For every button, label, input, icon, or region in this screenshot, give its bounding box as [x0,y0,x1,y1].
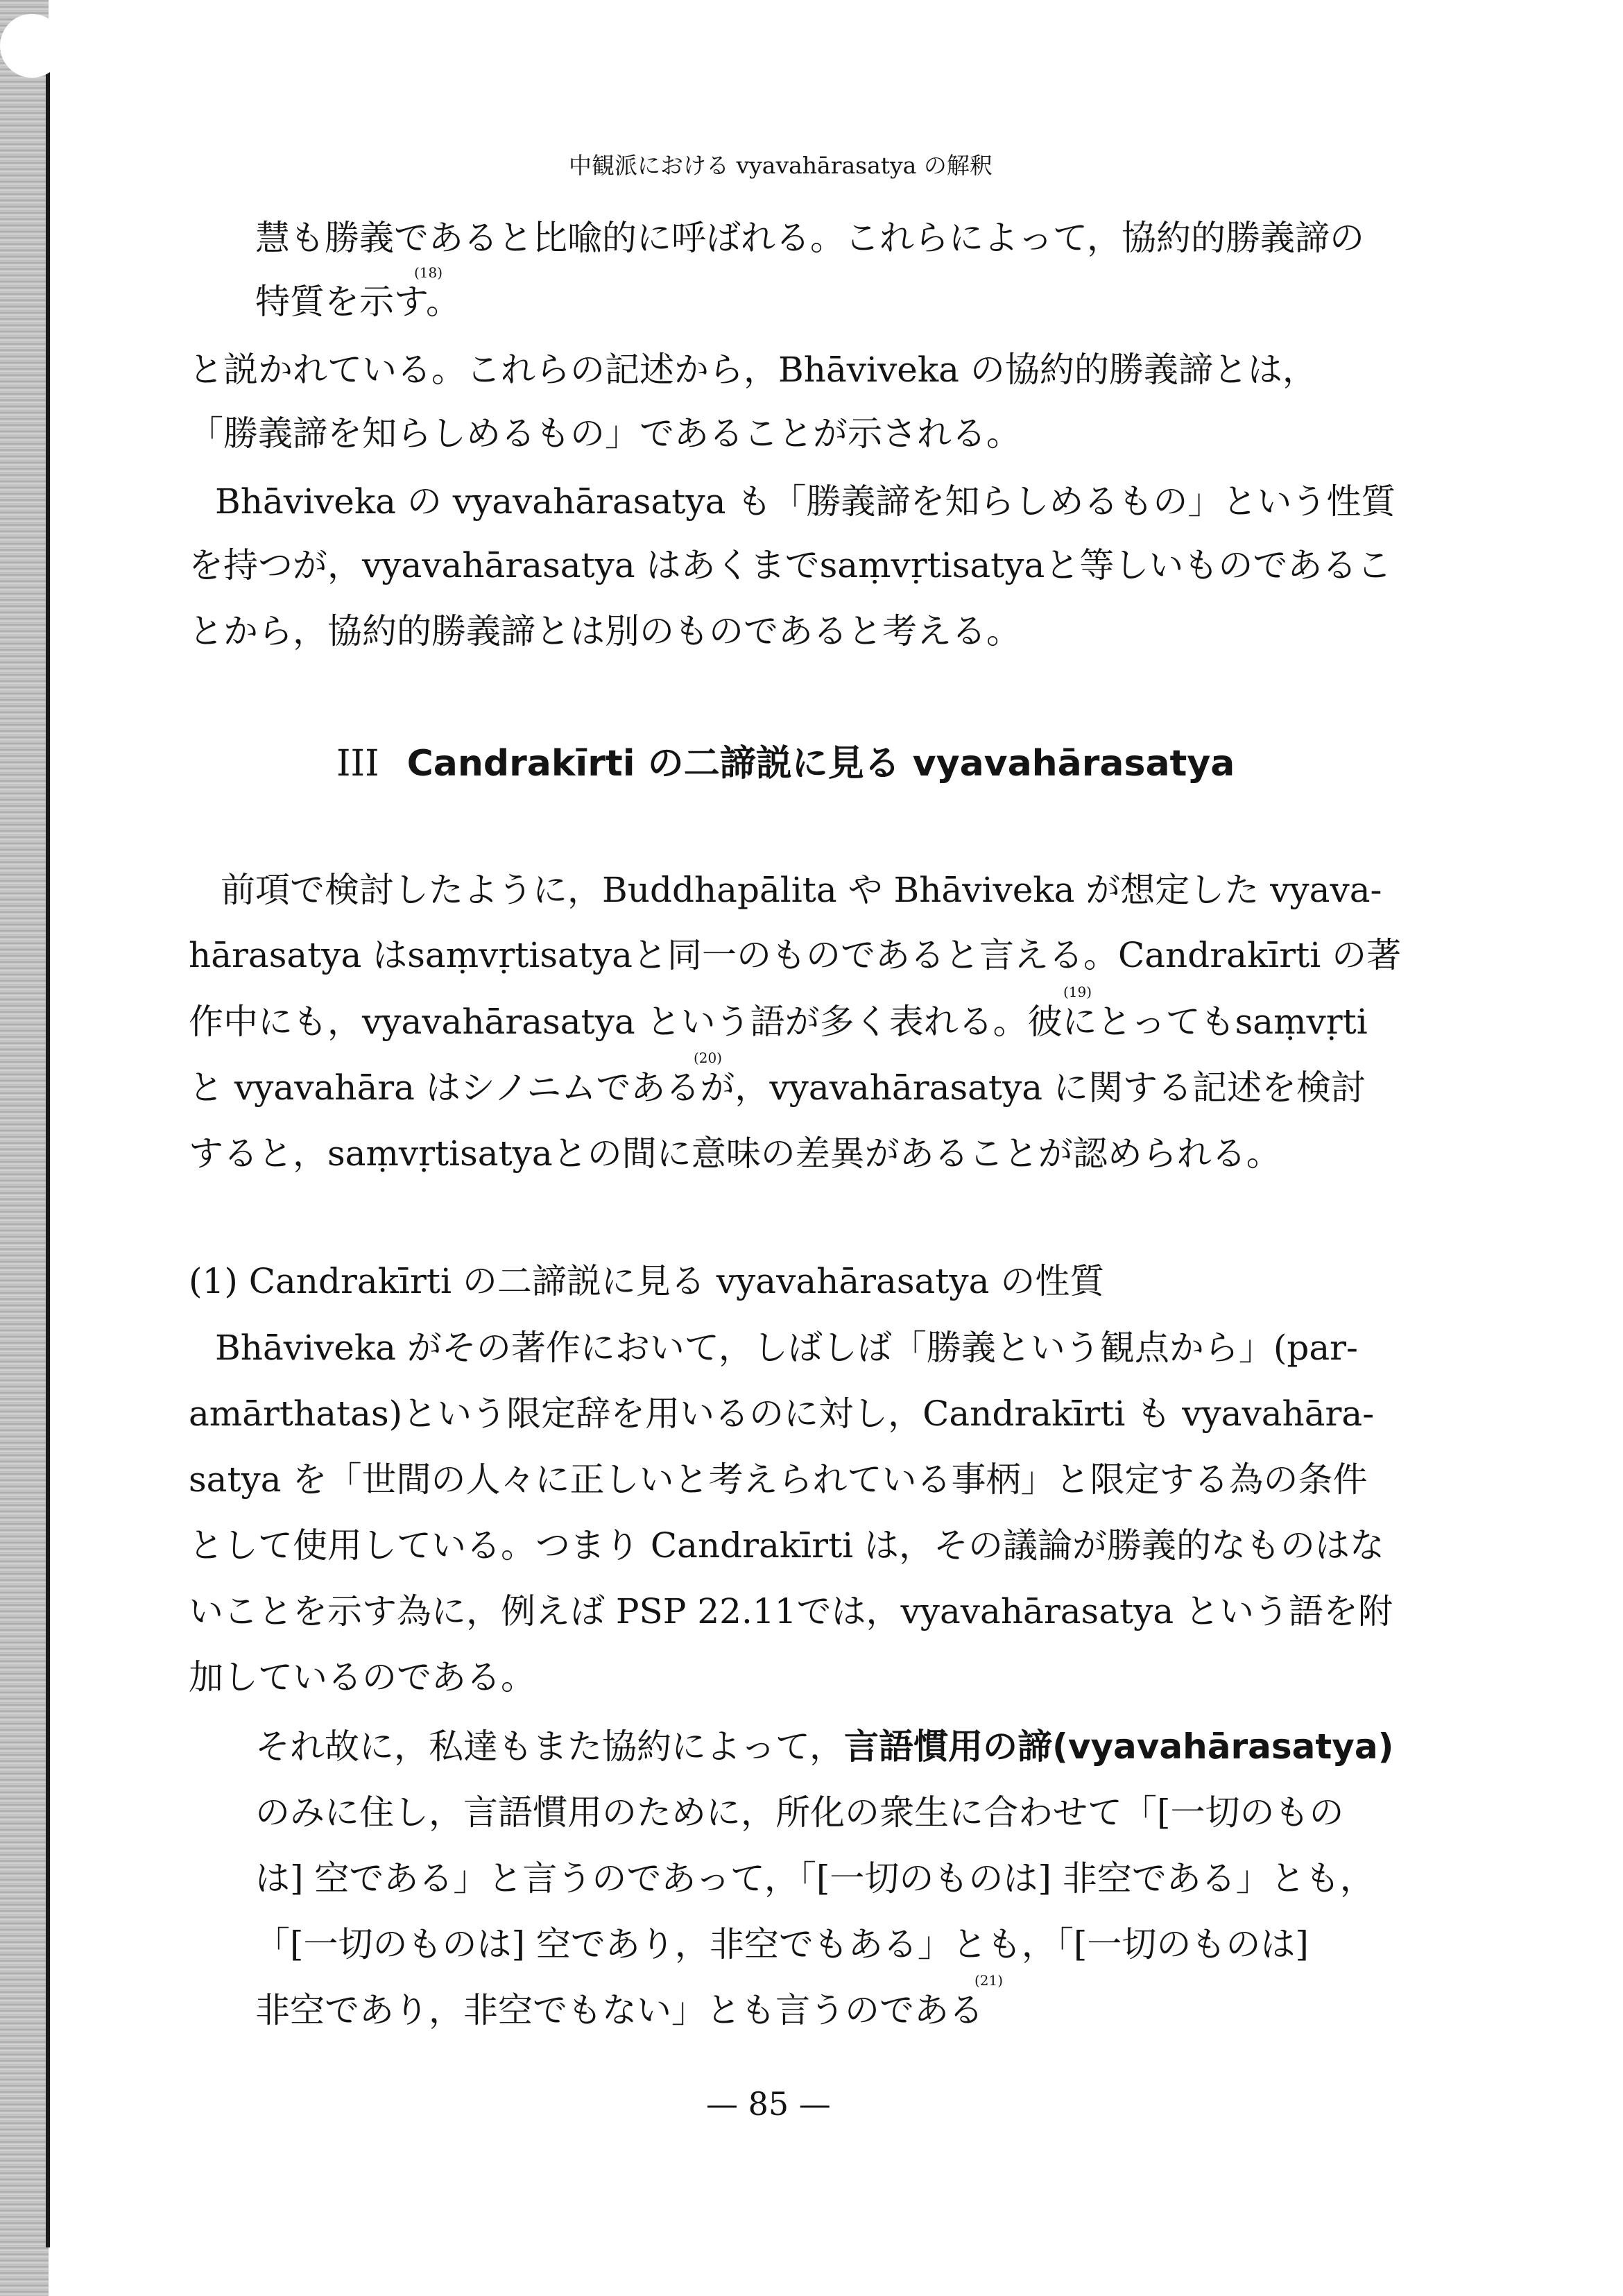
paragraph-3-line-4: と vyavahāra はシノニムであるが，vyavahārasatya に関する記述を検討 [189,1068,1366,1108]
paragraph-2-line-2: を持つが，vyavahārasatya はあくまでsaṃvṛtisatyaと等しいものであるこ [189,545,1392,585]
paragraph-2-line-1: Bhāviveka の vyavahārasatya も「勝義諦を知らしめるもの」という性質 [215,481,1396,522]
quote-end-line-1: 慧も勝義であると比喩的に呼ばれる。これらによって，協約的勝義諦の [255,218,1364,258]
paragraph-4-line-6: 加しているのである。 [189,1657,535,1697]
quote-line-5: 非空であり，非空でもない」とも言うのである [255,1990,984,2030]
section-title: Candrakīrti の二諦説に見る vyavahārasatya [406,743,1235,785]
quote-emphasis: 言語慣用の諦(vyavahārasatya) [844,1727,1394,1767]
running-head: 中観派における vyavahārasatya の解釈 [569,152,993,179]
scan-spine-shadow [0,0,49,2296]
paragraph-3-line-5: すると，saṃvṛtisatyaとの間に意味の差異があることが認められる。 [189,1133,1281,1174]
paragraph-1-line-1: と説かれている。これらの記述から，Bhāviveka の協約的勝義諦とは， [189,350,1317,390]
paragraph-4-line-4: として使用している。つまり Candrakīrti は，その議論が勝義的なものはな [189,1525,1385,1566]
paragraph-4-line-1: Bhāviveka がその著作において，しばしば「勝義という観点から」(par- [215,1328,1358,1368]
subsection-heading: (1) Candrakīrti の二諦説に見る vyavahārasatya の性質 [189,1261,1105,1301]
footnote-marker-18: (18) [414,264,443,281]
scan-binding-line [46,42,50,2247]
paragraph-3-line-3: 作中にも，vyavahārasatya という語が多く表れる。彼にとってもsaṃvṛti [189,1002,1368,1042]
paragraph-3-line-2: hārasatya はsaṃvṛtisatyaと同一のものであると言える。Candrakīrti の著 [189,935,1402,975]
paragraph-2-line-3: とから，協約的勝義諦とは別のものであると考える。 [189,611,1021,651]
footnote-marker-20: (20) [694,1050,723,1066]
section-numeral: III [336,743,379,785]
quote-end-line-2: 特質を示す。 [255,282,461,322]
quote-line-1 [255,1727,1394,1767]
paragraph-4-line-5: いことを示す為に，例えば PSP 22.11では，vyavahārasatya という語を附 [189,1591,1393,1631]
quote-line-1-text: それ故に，私達もまた協約によって， [255,1727,844,1767]
quote-line-3: は] 空である」と言うのであって，「[一切のものは] 非空である」とも， [255,1858,1375,1899]
paragraph-1-line-2: 「勝義諦を知らしめるもの」であることが示される。 [189,413,1021,454]
footnote-marker-19: (19) [1063,984,1092,1000]
punch-hole [0,14,64,78]
quote-line-4: 「[一切のものは] 空であり，非空でもある」とも，「[一切のものは] [255,1924,1309,1964]
paragraph-4-line-3: satya を「世間の人々に正しいと考えられている事柄」と限定する為の条件 [189,1459,1368,1500]
section-heading [336,743,1235,785]
page-number: — 85 — [706,2085,831,2123]
quote-line-2: のみに住し，言語慣用のために，所化の衆生に合わせて「[一切のもの [255,1792,1344,1833]
paragraph-4-line-2: amārthatas)という限定辞を用いるのに対し，Candrakīrti も vyavahāra- [189,1394,1375,1434]
paragraph-3-line-1: 前項で検討したように，Buddhapālita や Bhāviveka が想定した vyava- [221,870,1382,910]
footnote-marker-21: (21) [974,1972,1004,1989]
